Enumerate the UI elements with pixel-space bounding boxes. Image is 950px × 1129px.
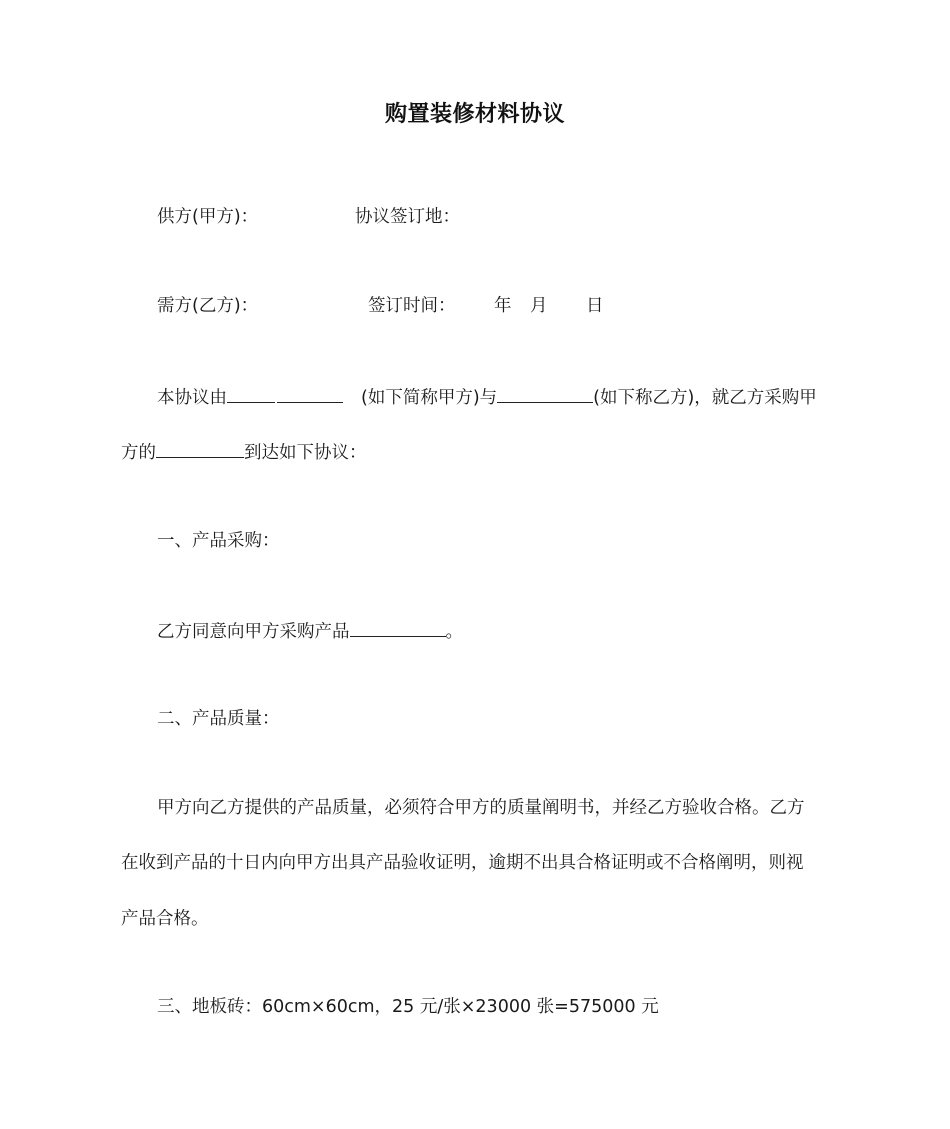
section-1-period: 。 bbox=[445, 622, 463, 642]
intro-text-4: 方的 bbox=[121, 443, 156, 463]
intro-text-1: 本协议由 bbox=[157, 388, 227, 408]
section-2-line-3: 产品合格。 bbox=[121, 909, 209, 929]
section-1-text: 乙方同意向甲方采购产品 bbox=[157, 622, 350, 642]
blank-line bbox=[350, 618, 446, 637]
intro-text-3: (如下称乙方)，就乙方采购甲 bbox=[593, 388, 817, 408]
blank-line bbox=[277, 384, 343, 403]
sign-place-label: 协议签订地： bbox=[355, 207, 460, 227]
section-1-heading: 一、产品采购： bbox=[157, 531, 280, 551]
intro-text-5: 到达如下协议： bbox=[244, 443, 367, 463]
month-label: 月 bbox=[530, 296, 548, 316]
section-1-body bbox=[157, 618, 463, 644]
section-2-line-1: 甲方向乙方提供的产品质量，必须符合甲方的质量阐明书，并经乙方验收合格。乙方 bbox=[157, 798, 805, 818]
section-3-line: 三、地板砖：60cm×60cm，25 元/张×23000 张=575000 元 bbox=[157, 997, 659, 1017]
blank-line bbox=[497, 384, 593, 403]
intro-text-2: (如下简称甲方)与 bbox=[361, 388, 498, 408]
intro-line-1 bbox=[157, 384, 817, 410]
section-2-heading: 二、产品质量： bbox=[157, 709, 280, 729]
intro-line-2 bbox=[121, 439, 367, 465]
day-label: 日 bbox=[586, 296, 604, 316]
blank-line bbox=[156, 439, 244, 458]
year-label: 年 bbox=[494, 296, 512, 316]
supplier-label: 供方(甲方)： bbox=[157, 207, 259, 227]
document-title: 购置装修材料协议 bbox=[384, 102, 565, 127]
buyer-label: 需方(乙方)： bbox=[157, 296, 259, 316]
section-2-line-2: 在收到产品的十日内向甲方出具产品验收证明，逾期不出具合格证明或不合格阐明，则视 bbox=[121, 853, 804, 873]
blank-line bbox=[227, 384, 275, 403]
sign-time-label: 签订时间： bbox=[368, 296, 456, 316]
